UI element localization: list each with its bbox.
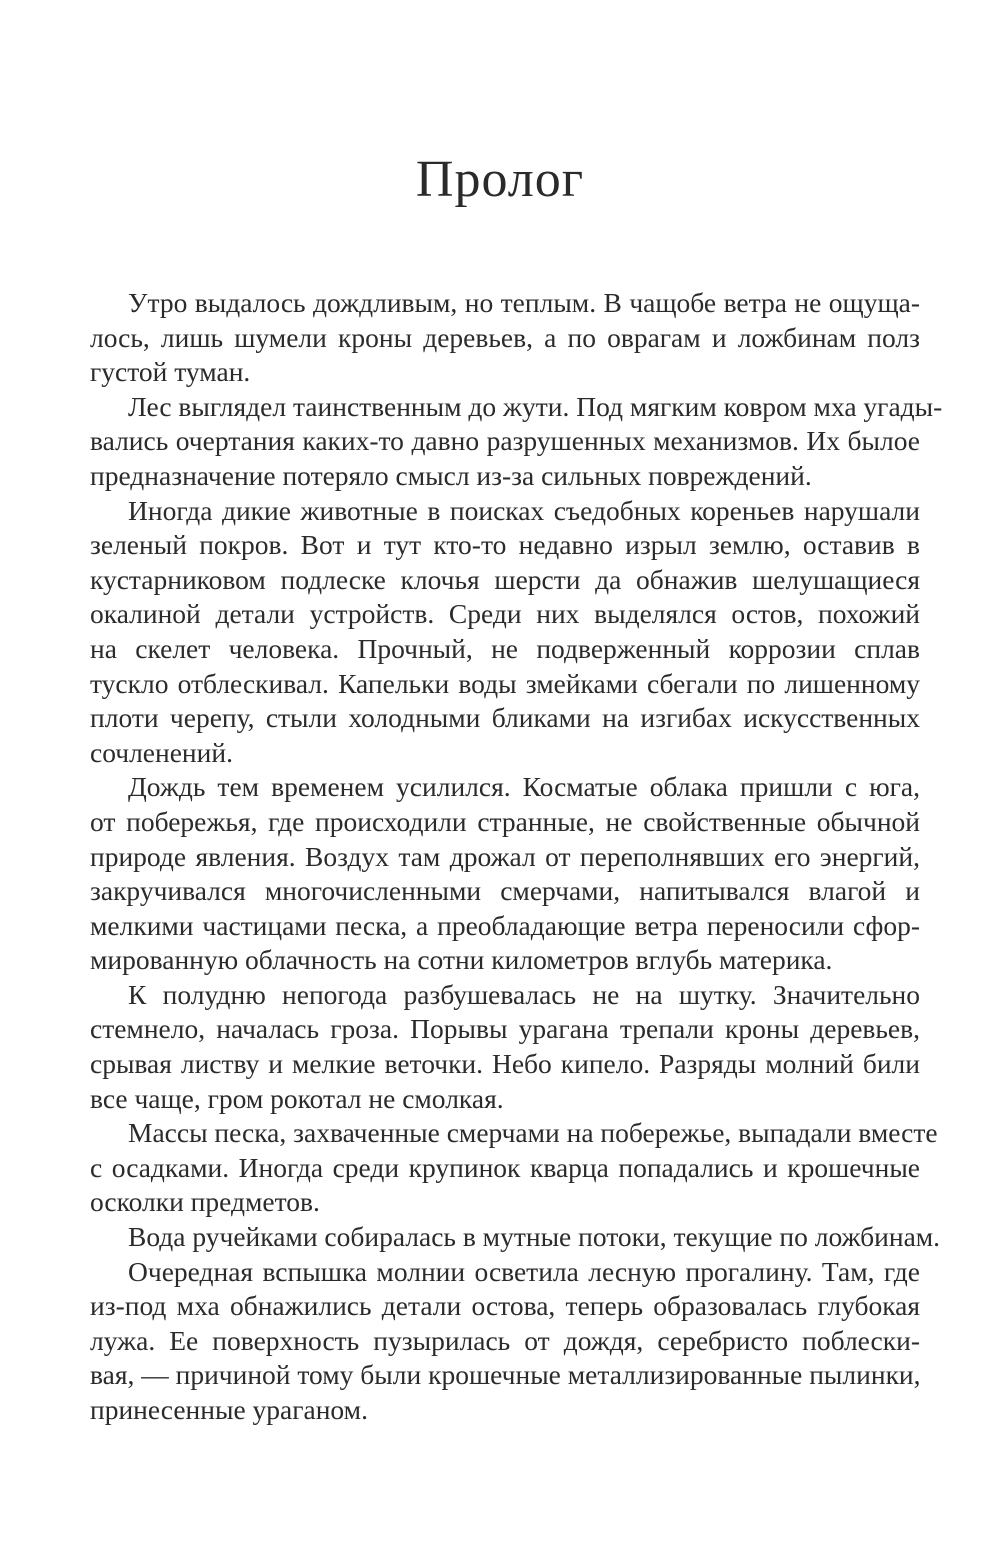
text-line: принесенные ураганом. xyxy=(90,1394,368,1425)
text-line: кустарниковом подлеске клочья шерсти да обнажив шелушащиеся xyxy=(90,563,920,595)
text-line: Иногда дикие животные в поисках съедобных кореньев нарушали xyxy=(128,494,920,526)
text-line: Лес выглядел таинственным до жути. Под мягким ковром мха угады- xyxy=(128,390,943,422)
text-line: на скелет человека. Прочный, не подверженный коррозии сплав xyxy=(90,632,920,664)
text-line: вались очертания каких-то давно разрушенных механизмов. Их былое xyxy=(90,425,920,457)
text-line: лужа. Ее поверхность пузырилась от дождя, серебристо поблески- xyxy=(90,1324,920,1356)
text-line: зеленый покров. Вот и тут кто-то недавно изрыл землю, оставив в xyxy=(90,529,920,561)
text-line: от побережья, где происходили странные, не свойственные обычной xyxy=(90,805,920,837)
text-line: Дождь тем временем усилился. Косматые облака пришли с юга, xyxy=(128,771,920,803)
text-line: Вода ручейками собиралась в мутные потоки, текущие по ложбинам. xyxy=(128,1221,941,1253)
body-text xyxy=(90,286,943,1428)
text-line: вая, — причиной тому были крошечные металлизированные пылинки, xyxy=(90,1359,921,1391)
text-line: Массы песка, захваченные смерчами на побережье, выпадали вместе xyxy=(128,1117,938,1149)
text-line: Очередная вспышка молнии осветила лесную прогалину. Там, где xyxy=(128,1255,920,1287)
text-line: предназначение потеряло смысл из-за сильных повреждений. xyxy=(90,459,812,491)
text-line: густой туман. xyxy=(90,356,251,388)
text-line: все чаще, гром рокотал не смолкая. xyxy=(90,1082,504,1114)
text-line: мированную облачность на сотни километров вглубь материка. xyxy=(90,944,833,976)
text-line: срывая листву и мелкие веточки. Небо кипело. Разряды молний били xyxy=(90,1048,920,1080)
text-line: Утро выдалось дождливым, но теплым. В чащобе ветра не ощуща- xyxy=(128,287,920,318)
text-line: с осадками. Иногда среди крупинок кварца попадались и крошечные xyxy=(90,1151,920,1183)
text-line: тускло отблескивал. Капельки воды змейками сбегали по лишенному xyxy=(90,667,920,699)
text-line: плоти черепу, стыли холодными бликами на изгибах искусственных xyxy=(90,702,920,734)
text-line: К полудню непогода разбушевалась не на шутку. Значительно xyxy=(128,978,920,1010)
text-line: закручивался многочисленными смерчами, напитывался влагой и xyxy=(90,875,920,907)
text-line: осколки предметов. xyxy=(90,1186,320,1218)
text-line: стемнело, началась гроза. Порывы урагана трепали кроны деревьев, xyxy=(90,1013,920,1045)
text-line: сочленений. xyxy=(90,736,233,768)
text-line: из-под мха обнажились детали остова, теперь образовалась глубокая xyxy=(90,1290,920,1322)
chapter-title: Пролог xyxy=(415,151,585,208)
text-line: мелкими частицами песка, а преобладающие ветра переносили сфор- xyxy=(90,909,920,941)
text-line: лось, лишь шумели кроны деревьев, а по оврагам и ложбинам полз xyxy=(90,321,920,353)
text-line: окалиной детали устройств. Среди них выделялся остов, похожий xyxy=(90,598,920,630)
text-line: природе явления. Воздух там дрожал от переполнявших его энергий, xyxy=(90,840,920,872)
